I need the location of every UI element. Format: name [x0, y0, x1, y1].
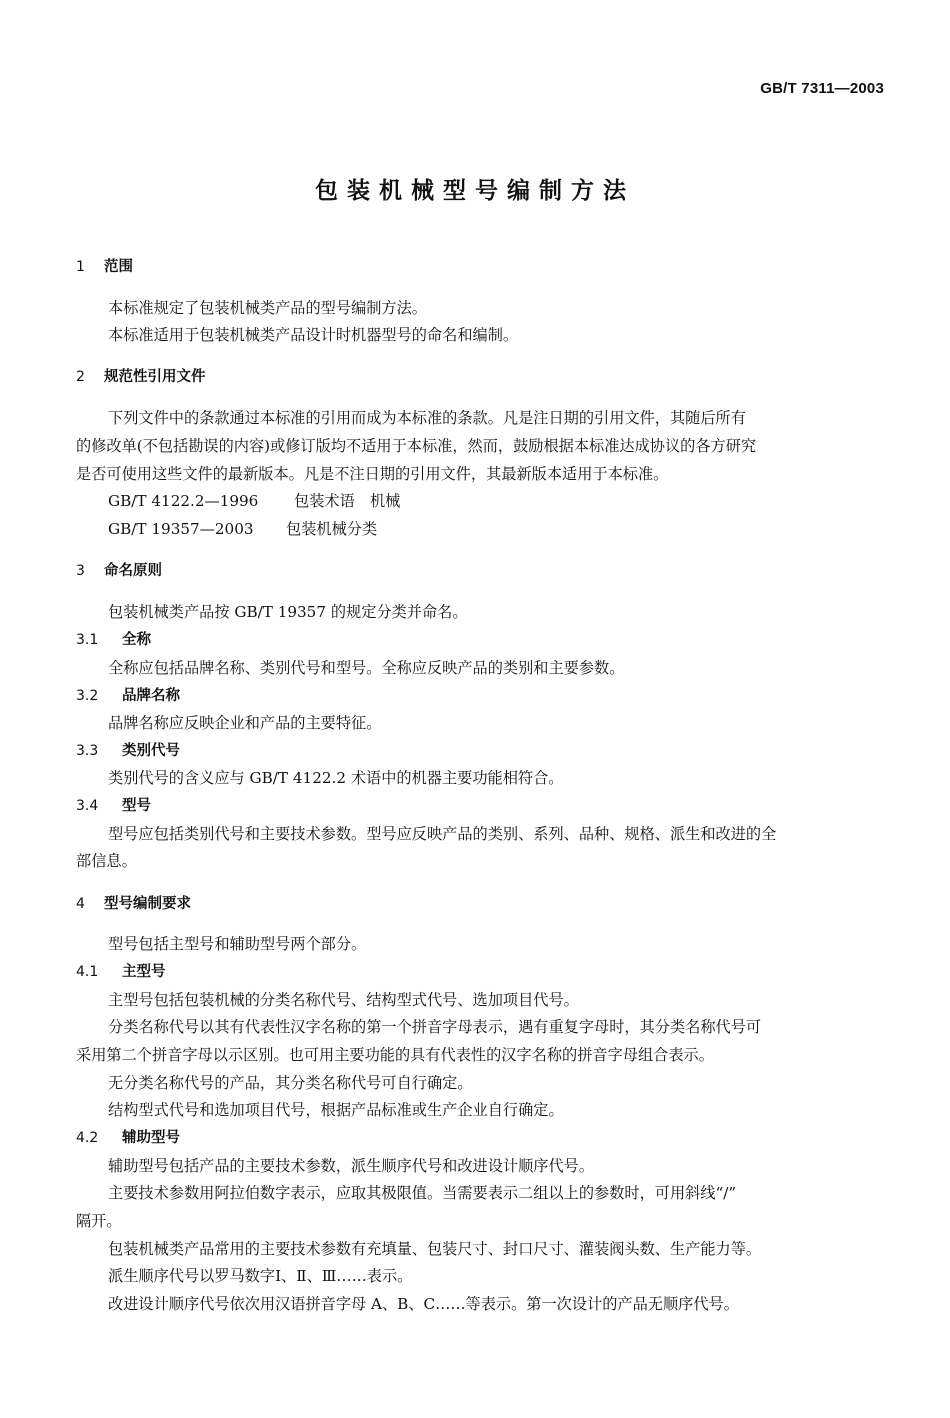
paragraph-line: 主要技术参数用阿拉伯数字表示，应取其极限值。当需要表示二组以上的参数时，可用斜线“/” [108, 1184, 737, 1202]
reference-title: 包装术语 机械 [294, 492, 401, 510]
section-number: 3 [76, 563, 85, 579]
paragraph-line: 结构型式代号和选加项目代号，根据产品标准或生产企业自行确定。 [108, 1101, 564, 1119]
subsection-number: 4.1 [76, 964, 99, 980]
reference-item [108, 491, 400, 511]
paragraph: 全称应包括品牌名称、类别代号和型号。全称应反映产品的类别和主要参数。 [108, 659, 625, 677]
paragraph-line: 隔开。 [76, 1212, 122, 1230]
subsection-number: 3.4 [76, 798, 99, 814]
paragraph-line: 辅助型号包括产品的主要技术参数，派生顺序代号和改进设计顺序代号。 [108, 1157, 594, 1175]
subsection-number: 3.2 [76, 688, 99, 704]
subsection-number: 3.1 [76, 632, 99, 648]
subsection-title: 辅助型号 [122, 1130, 180, 1146]
reference-code: GB/T 19357—2003 [108, 520, 254, 538]
paragraph-line: 改进设计顺序代号依次用汉语拼音字母 A、B、C……等表示。第一次设计的产品无顺序代号。 [108, 1295, 739, 1313]
section-title: 范围 [104, 259, 133, 275]
paragraph: 型号包括主型号和辅助型号两个部分。 [108, 935, 367, 953]
section-number: 1 [76, 259, 85, 275]
subsection-title: 主型号 [122, 964, 166, 980]
subsection-title: 全称 [122, 632, 151, 648]
page-title: 包装机械型号编制方法 [315, 178, 635, 204]
subsection-3-3-heading [76, 741, 180, 761]
subsection-title: 类别代号 [122, 743, 180, 759]
paragraph-line: 分类名称代号以其有代表性汉字名称的第一个拼音字母表示，遇有重复字母时，其分类名称代号可 [108, 1018, 762, 1036]
subsection-3-2-heading [76, 686, 180, 706]
subsection-3-1-heading [76, 630, 151, 650]
section-2-heading [76, 367, 206, 387]
section-title: 型号编制要求 [104, 896, 191, 912]
section-4-heading [76, 894, 191, 914]
paragraph: 本标准规定了包装机械类产品的型号编制方法。 [108, 299, 427, 317]
paragraph-line: 采用第二个拼音字母以示区别。也可用主要功能的具有代表性的汉字名称的拼音字母组合表示。 [76, 1046, 714, 1064]
section-number: 4 [76, 896, 85, 912]
reference-code: GB/T 4122.2—1996 [108, 492, 259, 510]
section-title: 命名原则 [104, 563, 162, 579]
subsection-4-2-heading [76, 1128, 180, 1148]
subsection-title: 品牌名称 [122, 688, 180, 704]
paragraph: 本标准适用于包装机械类产品设计时机器型号的命名和编制。 [108, 326, 519, 344]
standard-code: GB/T 7311—2003 [760, 80, 884, 97]
paragraph-line: 包装机械类产品常用的主要技术参数有充填量、包装尺寸、封口尺寸、灌装阀头数、生产能力等。 [108, 1240, 762, 1258]
paragraph-line: 派生顺序代号以罗马数字Ⅰ、Ⅱ、Ⅲ……表示。 [108, 1267, 413, 1285]
paragraph-line: 的修改单(不包括勘误的内容)或修订版均不适用于本标准，然而，鼓励根据本标准达成协议的各方研究 [76, 437, 757, 455]
paragraph-line: 部信息。 [76, 852, 137, 870]
subsection-4-1-heading [76, 962, 166, 982]
section-1-heading [76, 257, 133, 277]
subsection-number: 4.2 [76, 1130, 99, 1146]
paragraph-line: 型号应包括类别代号和主要技术参数。型号应反映产品的类别、系列、品种、规格、派生和改进的全 [108, 825, 777, 843]
paragraph-line: 下列文件中的条款通过本标准的引用而成为本标准的条款。凡是注日期的引用文件，其随后所有 [108, 409, 746, 427]
paragraph-line: 是否可使用这些文件的最新版本。凡是不注日期的引用文件，其最新版本适用于本标准。 [76, 465, 669, 483]
reference-title: 包装机械分类 [286, 520, 378, 538]
reference-item [108, 519, 377, 539]
subsection-title: 型号 [122, 798, 151, 814]
paragraph: 包装机械类产品按 GB/T 19357 的规定分类并命名。 [108, 603, 468, 621]
paragraph: 品牌名称应反映企业和产品的主要特征。 [108, 714, 382, 732]
section-number: 2 [76, 369, 85, 385]
paragraph-line: 无分类名称代号的产品，其分类名称代号可自行确定。 [108, 1074, 473, 1092]
paragraph: 类别代号的含义应与 GB/T 4122.2 术语中的机器主要功能相符合。 [108, 769, 564, 787]
section-3-heading [76, 561, 162, 581]
subsection-number: 3.3 [76, 743, 99, 759]
section-title: 规范性引用文件 [104, 369, 206, 385]
paragraph-line: 主型号包括包装机械的分类名称代号、结构型式代号、选加项目代号。 [108, 991, 579, 1009]
subsection-3-4-heading [76, 796, 151, 816]
